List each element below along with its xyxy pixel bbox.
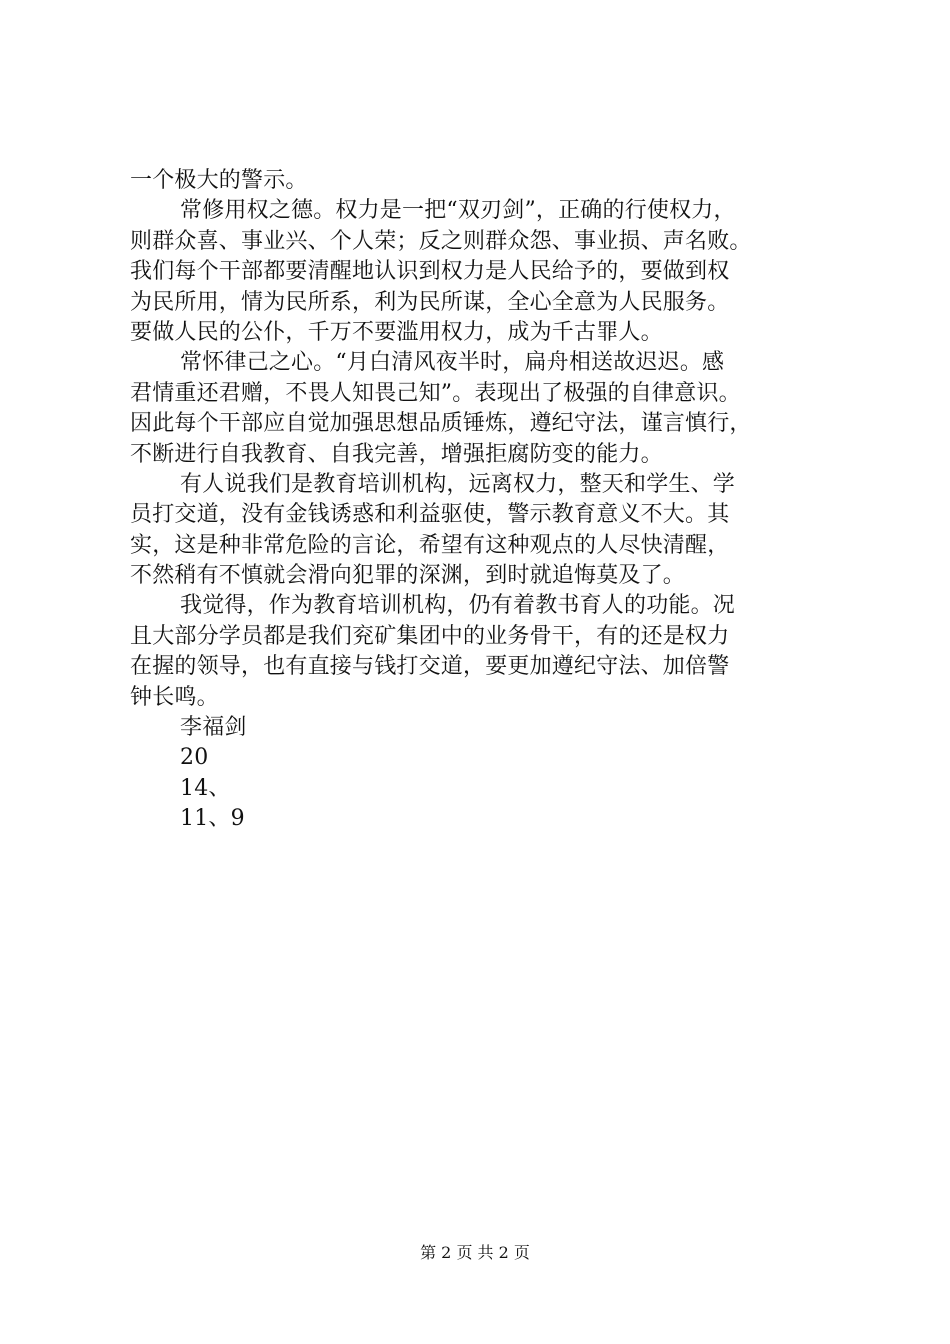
- date-line-month-day: 11、9: [180, 806, 245, 832]
- text-line: 实，这是种非常危险的言论，希望有这种观点的人尽快清醒，: [130, 532, 730, 558]
- document-body: [130, 166, 830, 835]
- text-line: 钟长鸣。: [130, 684, 219, 710]
- paragraph-start-line: 常怀律己之心。“月白清风夜半时，扁舟相送故迟迟。感: [180, 350, 725, 376]
- text-line: 要做人民的公仆，千万不要滥用权力，成为千古罪人。: [130, 319, 663, 345]
- author-name: 李福剑: [180, 715, 247, 741]
- paragraph-start-line: 我觉得，作为教育培训机构，仍有着教书育人的功能。况: [180, 593, 736, 619]
- paragraph-start-line: 常修用权之德。权力是一把“双刃剑”，正确的行使权力，: [180, 198, 736, 224]
- text-line: 不断进行自我教育、自我完善，增强拒腐防变的能力。: [130, 441, 663, 467]
- text-line: 我们每个干部都要清醒地认识到权力是人民给予的，要做到权: [130, 259, 730, 285]
- page-footer: 第 2 页 共 2 页: [420, 1243, 530, 1262]
- text-line: 不然稍有不慎就会滑向犯罪的深渊，到时就追悔莫及了。: [130, 563, 686, 589]
- text-line: 一个极大的警示。: [130, 168, 308, 193]
- date-line-year-part: 20: [180, 745, 209, 771]
- text-line: 在握的领导，也有直接与钱打交道，要更加遵纪守法、加倍警: [130, 654, 730, 680]
- text-line: 则群众喜、事业兴、个人荣；反之则群众怨、事业损、声名败。: [130, 228, 752, 254]
- date-line-year-end: 14、: [180, 775, 231, 801]
- text-line: 君情重还君赠，不畏人知畏己知”。表现出了极强的自律意识。: [130, 380, 741, 406]
- text-line: 且大部分学员都是我们兖矿集团中的业务骨干，有的还是权力: [130, 623, 730, 649]
- text-line: 员打交道，没有金钱诱惑和利益驱使，警示教育意义不大。其: [130, 502, 730, 528]
- text-line: 因此每个干部应自觉加强思想品质锤炼，遵纪守法，谨言慎行，: [130, 411, 752, 437]
- paragraph-start-line: 有人说我们是教育培训机构，远离权力，整天和学生、学: [180, 471, 736, 497]
- text-line: 为民所用，情为民所系，利为民所谋，全心全意为人民服务。: [130, 289, 730, 315]
